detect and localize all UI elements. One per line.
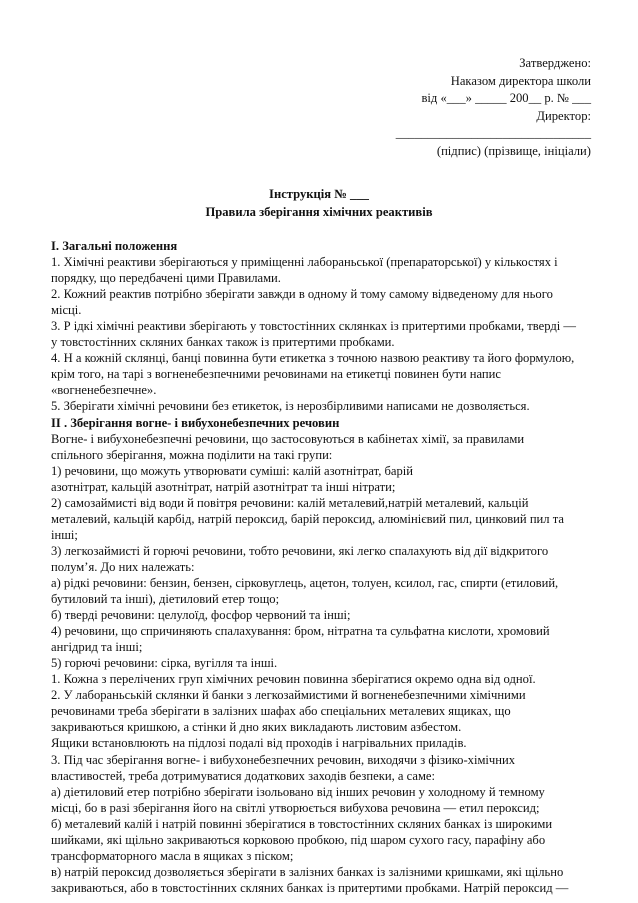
body-line: закриваються кришкою, а стінки й дно яких викладають листовим азбестом. <box>51 720 462 735</box>
body-line: місці. <box>51 303 82 318</box>
approval-label: Затверджено: <box>519 56 591 70</box>
body-line: речовинами треба зберігати в залізних шафах або спеціальних металевих ящиках, що <box>51 704 511 719</box>
body-line: крім того, на тарі з вогненебезпечними речовинами на етикетці повинен бути напис <box>51 367 501 382</box>
approval-director: Директор: <box>536 108 591 123</box>
body-line: ангідрид та інші; <box>51 640 143 655</box>
approval-signature-caption: (підпис) (прізвище, ініціали) <box>436 143 591 158</box>
body-line: б) тверді речовини: целулоїд, фосфор червоний та інші; <box>51 608 351 623</box>
approval-block <box>396 55 591 160</box>
body-line: 5) горючі речовини: сірка, вугілля та інші. <box>51 656 278 671</box>
body-line: в) натрій пероксид дозволяється зберігати в залізних банках із залізними кришками, які щільно <box>51 864 564 879</box>
document-title: Правила зберігання хімічних реактивів <box>205 204 433 219</box>
body-line: 3. Під час зберігання вогне- і вибухонебезпечних речовин, виходячи з фізико-хімічних <box>51 752 516 767</box>
body-line: 1. Хімічні реактиви зберігаються у приміщенні лабораньської (препараторської) у кількостях і <box>51 255 558 270</box>
body-line: а) рідкі речовини: бензин, бензен, сірковуглець, ацетон, толуен, ксилол, гас, спирти (етиловий, <box>51 575 559 590</box>
body-line: порядку, що передбачені цими Правилами. <box>51 271 281 286</box>
title-block <box>0 186 638 221</box>
body-line: закриваються, або в товстостінних скляних банках із притертими пробками. Натрій пероксид — <box>51 880 569 895</box>
body-line: азотнітрат, кальцій азотнітрат, натрій азотнітрат та інші нітрати; <box>51 479 396 494</box>
body-line: бутиловий та інші), діетиловий етер тощо; <box>51 592 280 607</box>
body-line: місці, бо в разі зберігання його на світлі утворюється вибухова речовина — етил пероксид; <box>51 800 540 815</box>
body-line: 5. Зберігати хімічні речовини без етикеток, із нерозбірливими написами не дозволяється. <box>51 399 530 414</box>
instruction-number: Інструкція № ___ <box>269 187 369 201</box>
body-line: 4. Н а кожній склянці, банці повинна бути етикетка з точною назвою реактиву та його формулою, <box>51 351 575 366</box>
body-line: б) металевий калій і натрій повинні зберігатися в товстостінних скляних банках із широкими <box>51 816 553 831</box>
approval-order: Наказом директора школи <box>450 73 591 88</box>
body-line: у товстостінних скляних банках також із притертими пробками. <box>51 335 395 350</box>
body-line: інші; <box>51 527 78 542</box>
approval-signature-line: _______________________________ <box>395 126 591 140</box>
body-line: 3) легкозаймисті й горючі речовини, тобто речовини, які легко спалахують від дії відкритого <box>51 543 549 558</box>
body-line: трансформаторного масла в ящиках з піском; <box>51 848 294 863</box>
body-line: 4) речовини, що спричиняють спалахування: бром, нітратна та сульфатна кислоти, хромовий <box>51 624 550 639</box>
body-line: шийками, які щільно закриваються корковою пробкою, під шаром сухого гасу, парафіну або <box>51 832 546 847</box>
approval-date-line: від «___» _____ 200__ р. № ___ <box>421 91 591 105</box>
body-line: 2. У лабораньській склянки й банки з легкозаймистими й вогненебезпечними хімічними <box>51 688 526 703</box>
body-line: 3. Р ідкі хімічні реактиви зберігають у товстостінних склянках із притертими пробками, тверді — <box>51 319 577 334</box>
body-line: 1. Кожна з перелічених груп хімічних речовин повинна зберігатися окремо одна від одної. <box>51 672 536 687</box>
body-line: Вогне- і вибухонебезпечні речовини, що застосовуються в кабінетах хімії, за правилами <box>51 431 525 446</box>
body-line: властивостей, треба дотримуватися додаткових заходів безпеки, а саме: <box>51 768 435 783</box>
body-line: а) діетиловий етер потрібно зберігати ізольовано від інших речовин у холодному й темному <box>51 784 545 799</box>
body-text <box>51 238 597 896</box>
body-line: металевий, кальцій карбід, натрій пероксид, барій пероксид, алюмінієвий пил, цинковий пил та <box>51 511 564 526</box>
body-line: спільного зберігання, можна поділити на такі групи: <box>51 447 333 462</box>
body-line: 2. Кожний реактив потрібно зберігати завжди в одному й тому самому відведеному для нього <box>51 287 553 302</box>
body-line: Ящики встановлюють на підлозі подалі від проходів і нагрівальних приладів. <box>51 736 467 751</box>
body-line: 2) самозаймисті від води й повітря речовини: калій металевий,натрій металевий, кальцій <box>51 495 529 510</box>
body-line: полум’я. До них належать: <box>51 559 195 574</box>
section-heading: II . Зберігання вогне- і вибухонебезпечних речовин <box>51 415 340 430</box>
body-line: 1) речовини, що можуть утворювати суміші: калій азотнітрат, барій <box>51 463 414 478</box>
section-heading: І. Загальні положення <box>51 239 178 253</box>
body-line: «вогненебезпечне». <box>51 383 157 398</box>
